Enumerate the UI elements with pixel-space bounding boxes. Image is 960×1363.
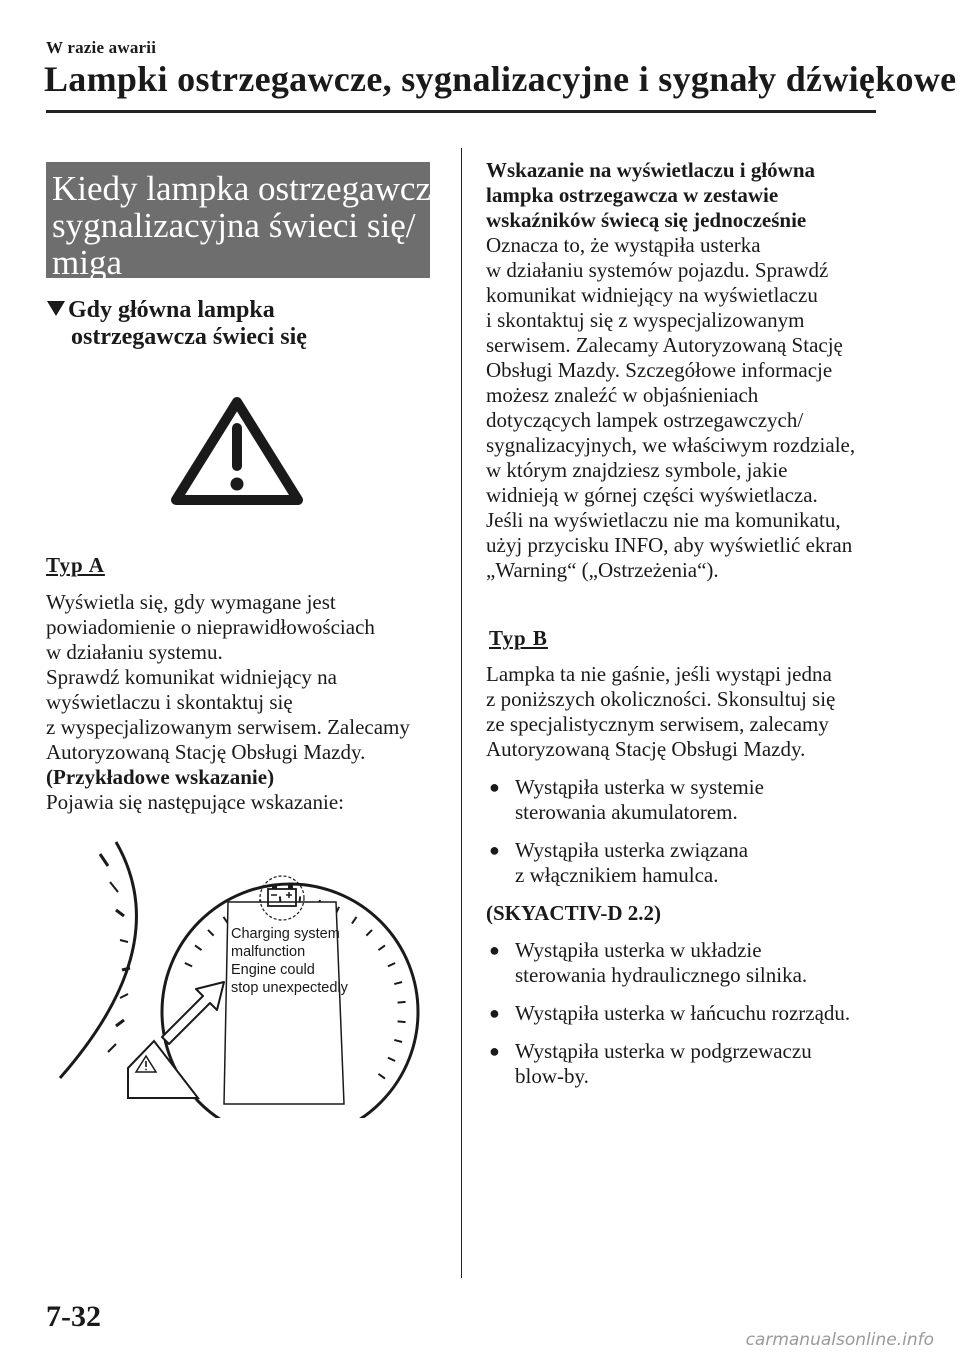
text-line: w którym znajdziesz symbole, jakie — [486, 458, 788, 482]
text-line: ze specjalistycznym serwisem, zalecamy — [486, 712, 829, 736]
section-heading-line: sygnalizacyjna świeci się/ — [52, 206, 416, 245]
gauge-tick — [108, 1044, 116, 1052]
text-line: Pojawia się następujące wskazanie: — [46, 790, 344, 814]
bullet-line: Wystąpiła usterka związana — [515, 838, 749, 862]
section-heading-line: miga — [52, 243, 122, 282]
text-line: „Warning“ („Ostrzeżenia“). — [486, 558, 719, 582]
text-line: sygnalizacyjnych, we właściwym rozdziale, — [486, 433, 856, 457]
text-line: Autoryzowaną Stację Obsługi Mazdy. — [46, 740, 366, 764]
left-gauge-ticks — [100, 854, 130, 1052]
bullet-dot: ● — [489, 1041, 500, 1061]
bullet-dot: ● — [489, 1003, 500, 1023]
sub-heading-line: Gdy główna lampka — [68, 297, 275, 323]
text-line: serwisem. Zalecamy Autoryzowaną Stację — [486, 333, 843, 357]
gauge-tick — [122, 968, 130, 970]
type-b-text — [486, 662, 835, 762]
gauge-tick — [116, 910, 124, 916]
text-line: dotyczących lampek ostrzegawczych/ — [486, 408, 804, 432]
type-a-heading: Typ A — [46, 553, 105, 577]
gauge-tick — [110, 882, 118, 892]
bullet-dot: ● — [489, 840, 500, 860]
display-message-line: Engine could — [231, 962, 315, 978]
gauge-tick — [120, 940, 128, 942]
page-number: 7-32 — [46, 1300, 101, 1333]
triangle-down-icon — [46, 297, 68, 324]
example-label: (Przykładowe wskazanie) — [46, 765, 275, 789]
bullet-line: Wystąpiła usterka w systemie — [515, 775, 764, 799]
text-line: i skontaktuj się z wyspecjalizowanym — [486, 308, 805, 332]
text-line: Obsługi Mazdy. Szczegółowe informacje — [486, 358, 833, 382]
bullet-dot: ● — [489, 940, 500, 960]
section-heading-box — [46, 162, 457, 282]
type-b-heading: Typ B — [489, 626, 548, 650]
sub-heading-line: ostrzegawcza świeci się — [71, 324, 307, 350]
title-rule — [46, 110, 876, 113]
text-line: powiadomienie o nieprawidłowościach — [46, 615, 375, 639]
bullet-line: sterowania hydraulicznego silnika. — [515, 963, 808, 987]
gauge-tick — [398, 1002, 406, 1003]
display-warning-text — [486, 233, 855, 583]
bullet-item — [489, 838, 748, 888]
text-line: Sprawdź komunikat widniejący na — [46, 665, 338, 689]
text-line: w działaniu systemów pojazdu. Sprawdź — [486, 258, 829, 282]
display-message-line: Charging system — [231, 926, 340, 942]
text-line: możesz znaleźć w objaśnieniach — [486, 383, 759, 407]
text-line: Wyświetla się, gdy wymagane jest — [46, 590, 336, 614]
text-line: komunikat widniejący na wyświetlaczu — [486, 283, 818, 307]
bullet-line: blow-by. — [515, 1064, 589, 1088]
text-line: Oznacza to, że wystąpiła usterka — [486, 233, 761, 257]
text-line: w działaniu systemu. — [46, 640, 223, 664]
gauge-tick — [398, 1021, 406, 1022]
watermark: carmanualsonline.info — [745, 1330, 934, 1350]
text-line: Lampka ta nie gaśnie, jeśli wystąpi jedna — [486, 662, 832, 686]
text-line: wyświetlaczu i skontaktuj się — [46, 690, 293, 714]
heading-line: lampka ostrzegawcza w zestawie — [486, 183, 779, 207]
heading-line: Wskazanie na wyświetlaczu i główna — [486, 158, 816, 182]
gauge-tick — [120, 994, 128, 998]
type-a-text — [46, 590, 410, 815]
text-line: widnieją w górnej części wyświetlacza. — [486, 483, 818, 507]
bullet-line: Wystąpiła usterka w układzie — [515, 938, 762, 962]
bullet-dot: ● — [489, 777, 500, 797]
section-heading-line: Kiedy lampka ostrzegawcza/ — [52, 169, 457, 208]
text-line: z poniższych okoliczności. Skonsultuj się — [486, 687, 836, 711]
text-line: Autoryzowaną Stację Obsługi Mazdy. — [486, 737, 806, 761]
bullet-item — [489, 938, 807, 988]
display-message-line: malfunction — [231, 944, 306, 960]
bullet-line: Wystąpiła usterka w podgrzewaczu — [515, 1039, 812, 1063]
skyactiv-label: (SKYACTIV-D 2.2) — [486, 901, 662, 925]
master-warning-icon — [170, 396, 304, 508]
bullet-line: z włącznikiem hamulca. — [515, 863, 719, 887]
section-label: W razie awarii — [46, 38, 157, 57]
column-divider — [461, 148, 462, 1278]
bullet-line: Wystąpiła usterka w łańcuchu rozrządu. — [515, 1001, 851, 1025]
bullet-item — [489, 1039, 812, 1089]
display-message-line: stop unexpectedly — [231, 980, 348, 996]
gauge-tick — [100, 854, 108, 866]
bullet-item — [489, 1001, 850, 1026]
bullet-item — [489, 775, 764, 825]
gauge-tick — [116, 1020, 124, 1026]
text-line: Jeśli na wyświetlaczu nie ma komunikatu, — [486, 508, 841, 532]
page-title: Lampki ostrzegawcze, sygnalizacyjne i sygnały dźwiękowe — [44, 59, 957, 99]
text-line: z wyspecjalizowanym serwisem. Zalecamy — [46, 715, 410, 739]
display-warning-heading — [486, 158, 815, 233]
left-gauge — [60, 842, 136, 1078]
bullet-line: sterowania akumulatorem. — [515, 800, 738, 824]
sub-heading — [46, 297, 307, 351]
heading-line: wskaźników świecą się jednocześnie — [486, 208, 807, 232]
text-line: użyj przycisku INFO, aby wyświetlić ekran — [486, 533, 853, 557]
instrument-cluster-illustration — [58, 836, 420, 1118]
